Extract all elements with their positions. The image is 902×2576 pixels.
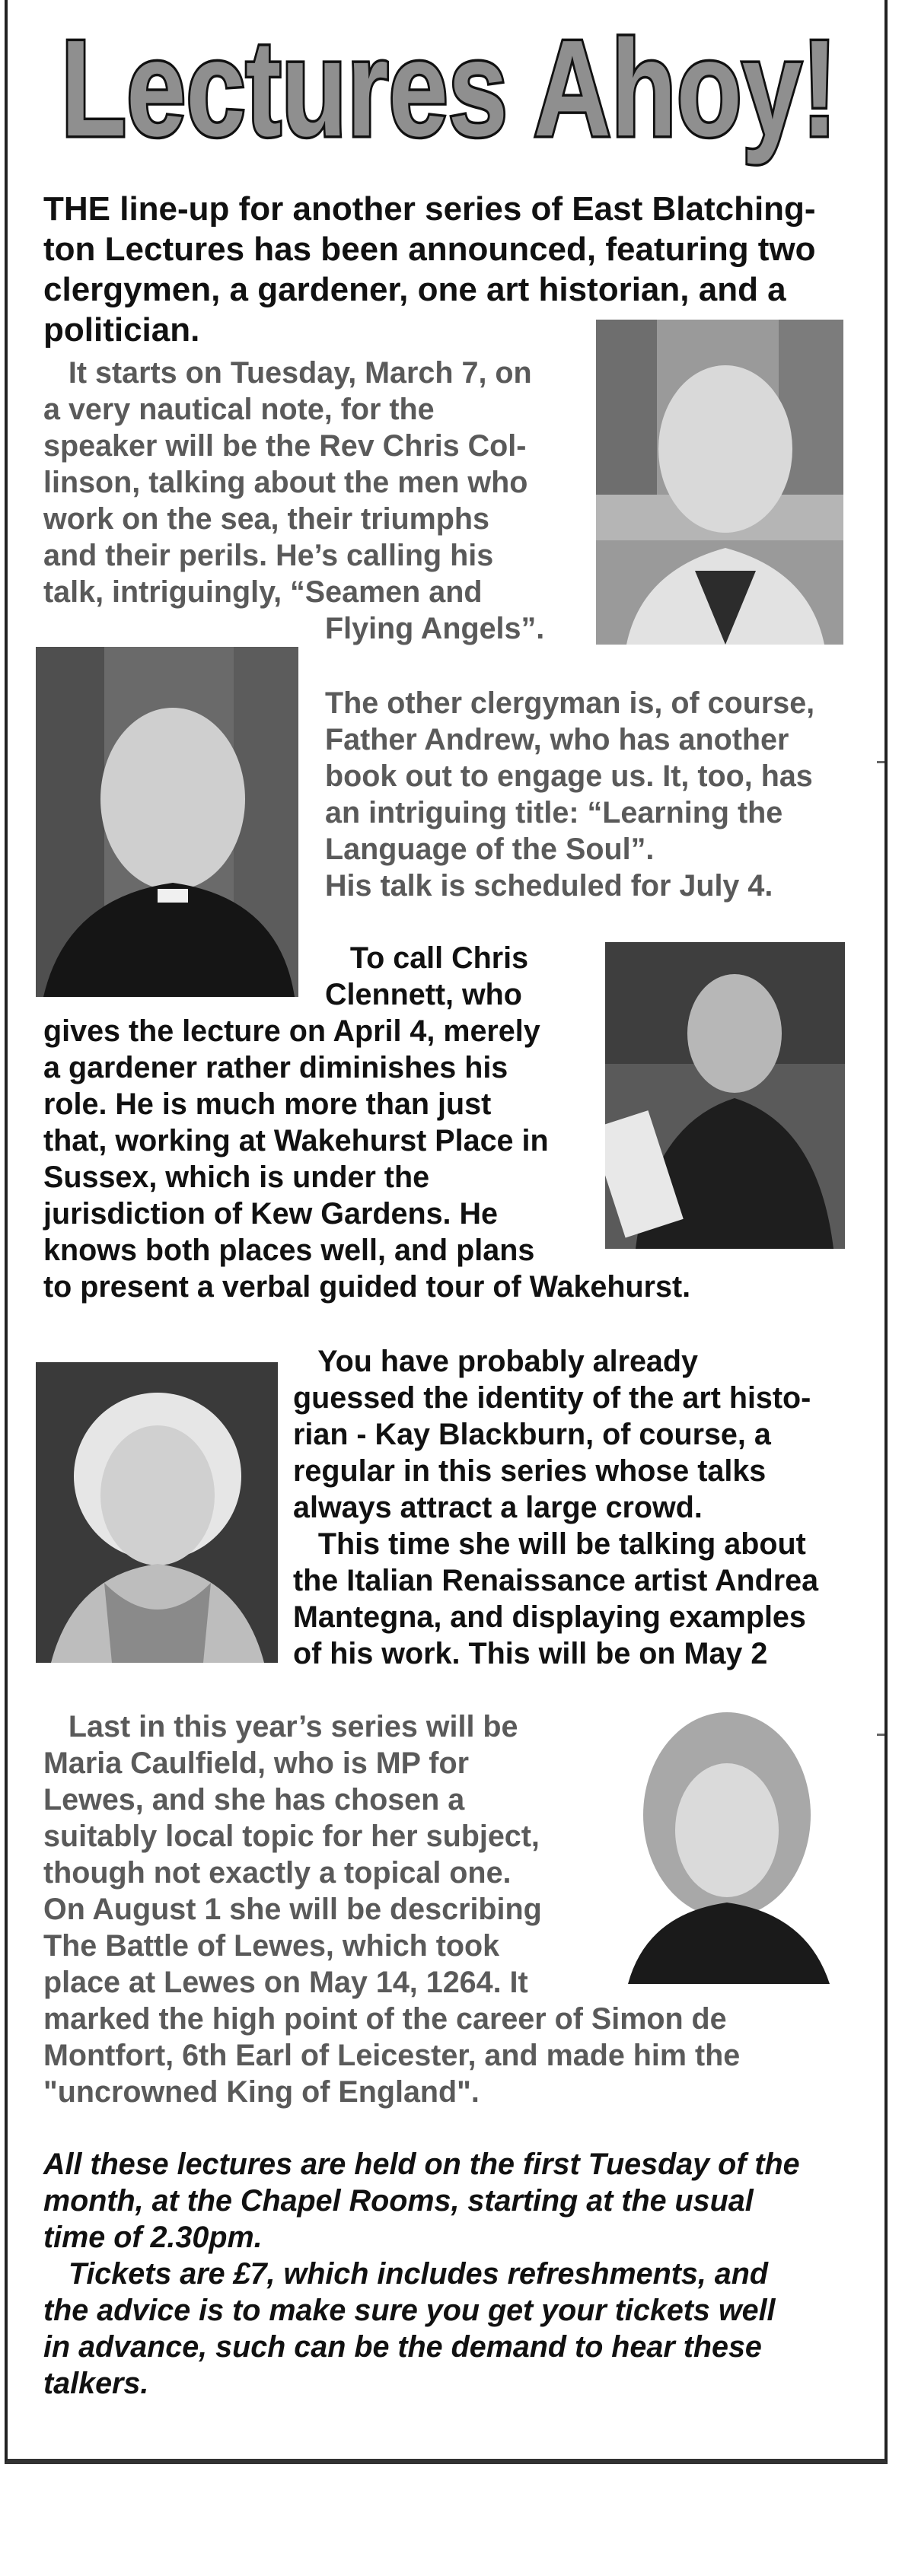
text-line: guessed the identity of the art histo- [293, 1381, 811, 1415]
photo-kay-blackburn [36, 1362, 278, 1663]
lead-line: ton Lectures has been announced, featuring two [43, 231, 816, 268]
text-line: a very nautical note, for the [43, 393, 435, 426]
text-line: role. He is much more than just [43, 1087, 492, 1121]
text-line: Mantegna, and displaying examples [293, 1600, 806, 1634]
text-line: Flying Angels”. [325, 612, 545, 645]
text-line: All these lectures are held on the first Tuesday of the [43, 2148, 800, 2181]
text-line: His talk is scheduled for July 4. [325, 869, 773, 903]
text-line: a gardener rather diminishes his [43, 1051, 508, 1084]
photo-rev-chris-collinson [596, 320, 843, 645]
text-line: suitably local topic for her subject, [43, 1820, 540, 1853]
text-line: of his work. This will be on May 2 [293, 1637, 768, 1670]
text-line: Clennett, who [325, 978, 522, 1011]
text-line: talkers. [43, 2367, 149, 2400]
text-line: gives the lecture on April 4, merely [43, 1014, 540, 1048]
section-collinson-text [43, 355, 591, 647]
text-line: in advance, such can be the demand to hear these [43, 2330, 762, 2364]
text-line: time of 2.30pm. [43, 2221, 263, 2254]
headline [30, 6, 868, 181]
text-line: rian - Kay Blackburn, of course, a [293, 1418, 771, 1451]
column-divider-tick [877, 761, 884, 763]
text-line: To call Chris [325, 941, 529, 975]
headline-text: Lectures Ahoy! [61, 12, 837, 165]
text-line: jurisdiction of Kew Gardens. He [43, 1197, 498, 1231]
text-line: place at Lewes on May 14, 1264. It [43, 1966, 528, 1999]
text-line: marked the high point of the career of Simon de [43, 2002, 727, 2036]
text-line: work on the sea, their triumphs [43, 502, 490, 536]
text-line: "uncrowned King of England". [43, 2075, 480, 2109]
text-line: The Battle of Lewes, which took [43, 1929, 500, 1963]
text-line: Father Andrew, who has another [325, 723, 789, 756]
text-line: that, working at Wakehurst Place in [43, 1124, 549, 1157]
text-line: On August 1 she will be describing [43, 1893, 542, 1926]
text-line: This time she will be talking about [293, 1527, 806, 1561]
text-line: an intriguing title: “Learning the [325, 796, 783, 829]
text-line: the Italian Renaissance artist Andrea [293, 1564, 819, 1597]
text-line: Montfort, 6th Earl of Leicester, and made him the [43, 2039, 741, 2072]
column-divider-tick [877, 1734, 884, 1736]
text-line: always attract a large crowd. [293, 1491, 703, 1524]
text-line: Last in this year’s series will be [43, 1710, 518, 1743]
text-line: You have probably already [293, 1345, 698, 1378]
text-line: It starts on Tuesday, March 7, on [43, 356, 532, 390]
text-line: and their perils. He’s calling his [43, 539, 494, 572]
lead-line: politician. [43, 311, 200, 349]
photo-maria-caulfield [613, 1708, 843, 1984]
section-blackburn-text [293, 1343, 879, 1672]
text-line: book out to engage us. It, too, has [325, 759, 813, 793]
section-father-andrew-text [325, 685, 873, 904]
text-line: Lewes, and she has chosen a [43, 1783, 465, 1817]
text-line: Language of the Soul”. [325, 833, 655, 866]
closing-paragraph [43, 2146, 865, 2402]
photo-chris-clennett [605, 942, 845, 1249]
text-line: Maria Caulfield, who is MP for [43, 1747, 469, 1780]
text-line: Tickets are £7, which includes refreshments, and [43, 2257, 769, 2291]
lead-line: clergymen, a gardener, one art historian, and a [43, 271, 786, 308]
text-line: month, at the Chapel Rooms, starting at the usual [43, 2184, 754, 2218]
text-line: speaker will be the Rev Chris Col- [43, 429, 527, 463]
text-line: regular in this series whose talks [293, 1454, 767, 1488]
text-line: to present a verbal guided tour of Wakehurst. [43, 1270, 691, 1304]
text-line: though not exactly a topical one. [43, 1856, 512, 1890]
text-line: the advice is to make sure you get your tickets well [43, 2294, 776, 2327]
text-line: knows both places well, and plans [43, 1234, 535, 1267]
text-line: talk, intriguingly, “Seamen and [43, 575, 483, 609]
lead-line: THE line-up for another series of East Blatching- [43, 190, 816, 228]
text-line: linson, talking about the men who [43, 466, 528, 499]
text-line: The other clergyman is, of course, [325, 686, 815, 720]
text-line: Sussex, which is under the [43, 1161, 430, 1194]
